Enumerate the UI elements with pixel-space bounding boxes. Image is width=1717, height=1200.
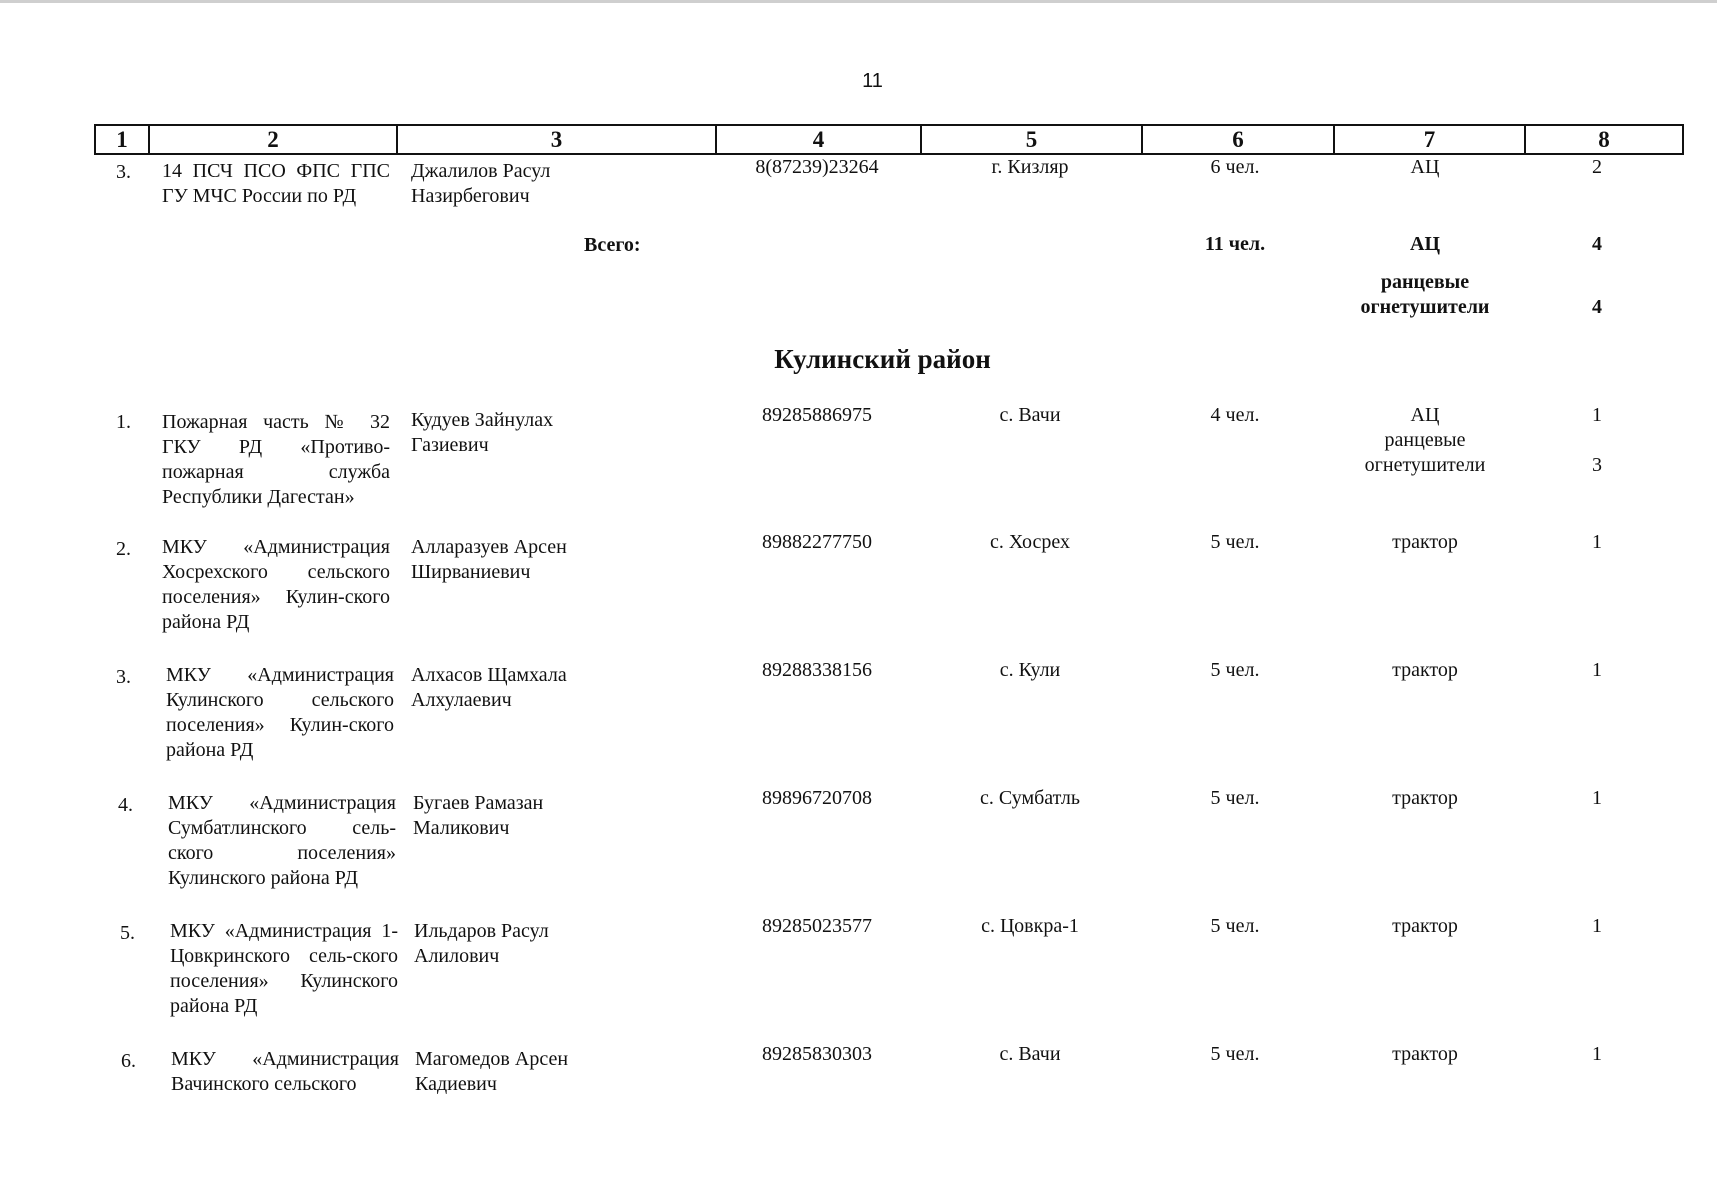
equipment-quantity: 1 <box>1592 1043 1602 1065</box>
responsible-person: Кудуев Зайнулах Газиевич <box>411 409 554 456</box>
equipment-quantity-2: 3 <box>1592 454 1602 476</box>
header-col-5: 5 <box>921 125 1142 154</box>
total-label: Всего: <box>584 234 641 256</box>
location: с. Вачи <box>999 404 1061 426</box>
header-col-2: 2 <box>149 125 397 154</box>
organization-cell: МКУ «Администрация 1-Цовкринского сель-ского поселения» Кулинского района РД <box>170 920 398 1017</box>
equipment-type-2: ранцевые огнетушители <box>1364 429 1486 476</box>
header-col-8: 8 <box>1525 125 1683 154</box>
header-col-7: 7 <box>1334 125 1525 154</box>
equipment-type: АЦ <box>1410 156 1440 178</box>
location: с. Цовкра-1 <box>981 915 1079 937</box>
personnel-count: 5 чел. <box>1210 659 1260 681</box>
total-equipment-1: АЦ <box>1410 233 1440 255</box>
organization-cell: Пожарная часть № 32 ГКУ РД «Противо-пожарная служба Республики Дагестан» <box>162 411 390 508</box>
equipment-quantity: 1 <box>1592 915 1602 937</box>
phone-number: 89285023577 <box>762 915 872 937</box>
organization-cell: 14 ПСЧ ПСО ФПС ГПС ГУ МЧС России по РД <box>162 160 390 207</box>
row-number: 6. <box>121 1050 136 1072</box>
header-col-4: 4 <box>716 125 921 154</box>
header-col-6: 6 <box>1142 125 1334 154</box>
row-number: 2. <box>116 538 131 560</box>
organization-cell: МКУ «Администрация Кулинского сельского поселения» Кулин-ского района РД <box>166 664 394 761</box>
header-col-3: 3 <box>397 125 716 154</box>
personnel-count: 5 чел. <box>1210 787 1260 809</box>
phone-number: 89896720708 <box>762 787 872 809</box>
organization-cell: МКУ «Администрация Хосрехского сельского поселения» Кулин-ского района РД <box>162 536 390 633</box>
equipment-type: трактор <box>1392 1043 1458 1065</box>
row-number: 1. <box>116 411 131 433</box>
personnel-count: 5 чел. <box>1210 1043 1260 1065</box>
section-title: Кулинский район <box>774 344 991 374</box>
scan-top-edge <box>0 0 1717 3</box>
responsible-person: Бугаев Рамазан Маликович <box>413 792 544 839</box>
row-number: 5. <box>120 922 135 944</box>
personnel-count: 5 чел. <box>1210 531 1260 553</box>
location: с. Кули <box>999 659 1061 681</box>
personnel-count: 5 чел. <box>1210 915 1260 937</box>
total-personnel: 11 чел. <box>1204 233 1266 255</box>
equipment-type: трактор <box>1392 787 1458 809</box>
responsible-person: Алларазуев Арсен Ширваниевич <box>411 536 567 583</box>
row-number: 3. <box>116 161 131 183</box>
responsible-person: Магомедов Арсен Кадиевич <box>415 1048 569 1095</box>
total-quantity-1: 4 <box>1592 233 1602 255</box>
phone-number: 89288338156 <box>762 659 872 681</box>
equipment-quantity: 1 <box>1592 531 1602 553</box>
equipment-quantity: 1 <box>1592 404 1602 426</box>
equipment-type: АЦ <box>1410 404 1440 426</box>
responsible-person: Ильдаров Расул Алилович <box>414 920 549 967</box>
location: с. Сумбатль <box>980 787 1080 809</box>
header-col-1: 1 <box>95 125 149 154</box>
responsible-person: Джалилов Расул Назирбегович <box>411 160 551 207</box>
location: с. Хосрех <box>989 531 1071 553</box>
row-number: 4. <box>118 794 133 816</box>
column-header-row <box>94 124 1684 155</box>
page-number: 11 <box>862 70 883 92</box>
total-quantity-2: 4 <box>1592 296 1602 318</box>
personnel-count: 4 чел. <box>1210 404 1260 426</box>
phone-number: 89285886975 <box>762 404 872 426</box>
personnel-count: 6 чел. <box>1210 156 1260 178</box>
responsible-person: Алхасов Щамхала Алхулаевич <box>411 664 567 711</box>
phone-number: 8(87239)23264 <box>755 156 879 178</box>
location: с. Вачи <box>999 1043 1061 1065</box>
equipment-type: трактор <box>1392 915 1458 937</box>
organization-cell: МКУ «Администрация Вачинского сельского <box>171 1048 399 1095</box>
equipment-quantity: 1 <box>1592 659 1602 681</box>
phone-number: 89882277750 <box>762 531 872 553</box>
location: г. Кизляр <box>991 156 1069 178</box>
equipment-quantity: 1 <box>1592 787 1602 809</box>
equipment-quantity: 2 <box>1592 156 1602 178</box>
equipment-type: трактор <box>1392 531 1458 553</box>
equipment-type: трактор <box>1392 659 1458 681</box>
phone-number: 89285830303 <box>762 1043 872 1065</box>
row-number: 3. <box>116 666 131 688</box>
organization-cell: МКУ «Администрация Сумбатлинского сель-ского поселения» Кулинского района РД <box>168 792 396 889</box>
total-equipment-2: ранцевые огнетушители <box>1360 271 1490 318</box>
